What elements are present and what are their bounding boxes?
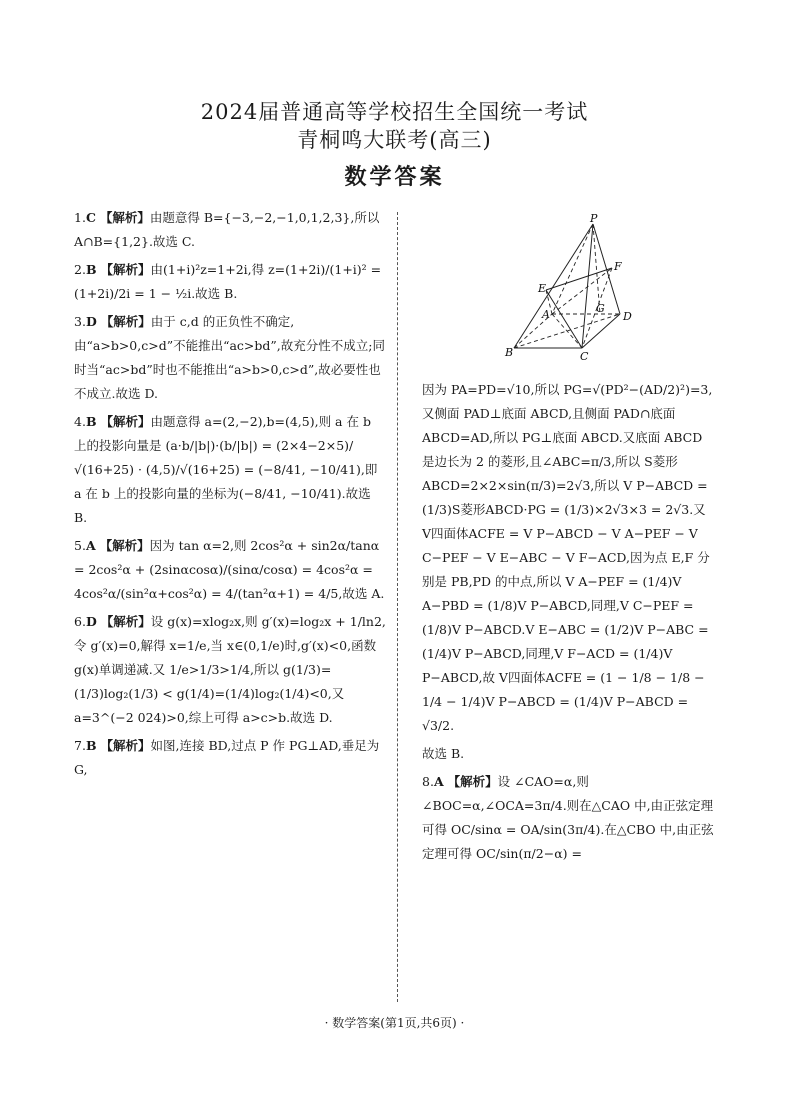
- question-2: 2.B 【解析】由(1+i)²z=1+2i,得 z=(1+2i)/(1+i)² = (1+2i)/2i = 1 − ½i.故选 B.: [74, 262, 382, 301]
- exam-title: 2024届普通高等学校招生全国统一考试: [200, 100, 589, 124]
- question-7: 7.B 【解析】如图,连接 BD,过点 P 作 PG⊥AD,垂足为 G,: [74, 738, 380, 777]
- question-4: 4.B 【解析】由题意得 a=(2,−2),b=(4,5),则 a 在 b 上的投影向量是 (a·b/|b|)·(b/|b|) = (2×4−2×5)/√(16+25) · (4,5)/√(16+25) = (−8/41, −10/41),即 a 在 b 上的投影向量的坐标为(−8/41, −10/41).故选 B.: [74, 414, 378, 525]
- label-E: E: [538, 282, 547, 295]
- label-B: B: [505, 346, 514, 359]
- label-F: F: [614, 260, 622, 273]
- solution-7-continued: 因为 PA=PD=√10,所以 PG=√(PD²−(AD/2)²)=3,又侧面 PAD⊥底面 ABCD,且侧面 PAD∩底面 ABCD=AD,所以 PG⊥底面 ABCD.又底面 ABCD 是边长为 2 的菱形,且∠ABC=π/3,所以 S菱形ABCD=2×2×sin(π/3)=2√3,所以 V P−ABCD = (1/3)S菱形ABCD·PG = (1/3)×2√3×3 = 2√3.又 V四面体ACFE = V P−ABCD − V A−PEF − V C−PEF − V E−ABC − V F−ACD,因为点 E,F 分别是 PB,PD 的中点,所以 V A−PEF = (1/4)V A−PBD = (1/8)V P−ABCD,同理,V C−PEF = (1/8)V P−ABCD.V E−ABC = (1/2)V P−ABC = (1/4)V P−ABCD,同理,V F−ACD = (1/4)V P−ABCD,故 V四面体ACFE = (1 − 1/8 − 1/8 − 1/4 − 1/4)V P−ABCD = (1/4)V P−ABCD = √3/2.: [422, 382, 713, 733]
- right-column: [422, 378, 718, 870]
- solution-7-conclusion: 故选 B.: [422, 746, 465, 761]
- label-C: C: [580, 350, 589, 362]
- pyramid-figure: [500, 212, 650, 362]
- question-3: 3.D 【解析】由于 c,d 的正负性不确定,由“a>b>0,c>d”不能推出“ac>bd”,故充分性不成立;同时当“ac>bd”时也不能推出“a>b>0,c>d”,故必要性也不成立.故选 D.: [74, 314, 385, 401]
- label-P: P: [590, 212, 598, 225]
- label-D: D: [623, 310, 632, 323]
- left-column: [74, 206, 386, 786]
- page-heading: 数学答案: [344, 164, 445, 190]
- page-footer: · 数学答案(第1页,共6页) ·: [324, 1016, 465, 1030]
- question-6: 6.D 【解析】设 g(x)=xlog₂x,则 g′(x)=log₂x + 1/ln2,令 g′(x)=0,解得 x=1/e,当 x∈(0,1/e)时,g′(x)<0,函数 g(x)单调递减.又 1/e>1/3>1/4,所以 g(1/3)=(1/3)log₂(1/3) < g(1/4)=(1/4)log₂(1/4)<0,又 a=3^(−2 024)>0,综上可得 a>c>b.故选 D.: [74, 614, 386, 725]
- column-divider: [397, 212, 398, 1002]
- question-5: 5.A 【解析】因为 tan α=2,则 2cos²α + sin2α/tanα = 2cos²α + (2sinαcosα)/(sinα/cosα) = 4cos²α = 4cos²α/(sin²α+cos²α) = 4/(tan²α+1) = 4/5,故选 A.: [74, 538, 385, 601]
- question-1: 1.C 【解析】由题意得 B={−3,−2,−1,0,1,2,3},所以 A∩B={1,2}.故选 C.: [74, 210, 380, 249]
- exam-subtitle: 青桐鸣大联考(高三): [297, 128, 492, 152]
- label-A: A: [542, 308, 550, 321]
- label-G: G: [596, 302, 605, 315]
- question-8: 8.A 【解析】设 ∠CAO=α,则 ∠BOC=α,∠OCA=3π/4.则在△CAO 中,由正弦定理可得 OC/sinα = OA/sin(3π/4).在△CBO 中,由正弦定理可得 OC/sin(π/2−α) =: [422, 774, 714, 861]
